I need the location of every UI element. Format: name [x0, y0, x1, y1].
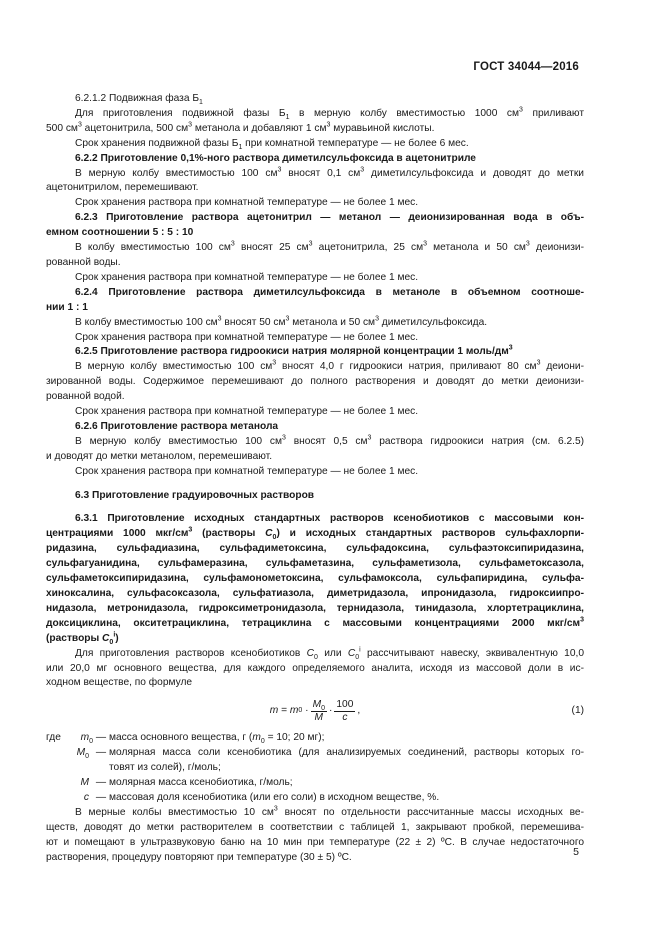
- formula-expression: m = m 0 · $\frac{M_0}{M}$ · $\frac{100}{c}$ ,: [269, 698, 361, 723]
- paragraph: ществ, доводят до метки растворителем в соответствии с таблицей 1, закрывают пробкой, перемешива-: [46, 821, 584, 833]
- paragraph: В мерную колбу вместимостью 100 $см^3$ вносят 0,1 $см^3$ диметилсульфоксида и доводят до метки: [75, 166, 585, 179]
- paragraph: В мерную колбу вместимостью 100 $см^3$ вносят 4,0 г гидроокиси натрия, приливают 80 $см^3$ деиони-: [75, 359, 584, 373]
- paragraph: Срок хранения раствора при комнатной температуре — не более 1 мес.: [75, 331, 419, 343]
- paragraph: ходном веществе, по формуле: [46, 677, 193, 689]
- section-heading-6-2-4: 6.2.4 Приготовление раствора диметилсульфоксида в метаноле в объемном соотноше-: [75, 286, 584, 298]
- paragraph: В колбу вместимостью 100 $см^3$ вносят 25 $см^3$ ацетонитрила, 25 $см^3$ метанола и 50 $см^3$ деионизи-: [75, 240, 585, 254]
- section-heading-cont: сульфаметоксипиридазина, сульфамонометоксина, сульфамоксола, сульфапиридина, сульфа-: [46, 573, 584, 585]
- paragraph: В мерную колбу вместимостью 100 $см^3$ вносят 0,5 $см^3$ раствора гидроокиси натрия (см. 6.2.5): [75, 434, 585, 447]
- page-body: [46, 92, 584, 866]
- section-heading-cont: емном соотношении 5 : 5 : 10: [46, 227, 194, 239]
- section-heading-6-3-1: 6.3.1 Приготовление исходных стандартных растворов ксенобиотиков с массовыми кон-: [75, 513, 584, 525]
- page-number: 5: [573, 846, 579, 858]
- paragraph: рованной воды.: [46, 256, 121, 268]
- legend-row: M — молярная масса ксенобиотика, г/моль;: [80, 777, 293, 789]
- paragraph: 500 $см^3$ ацетонитрила, 500 $см^3$ метанола и добавляют 1 $см^3$ муравьиной кислоты.: [46, 121, 435, 134]
- legend-row: c — массовая доля ксенобиотика (или его соли) в исходном веществе, %.: [83, 791, 440, 803]
- paragraph: Срок хранения раствора при комнатной температуре — не более 1 мес.: [75, 465, 419, 477]
- paragraph: Для приготовления растворов ксенобиотиков $C_0$ или $C_0^i$ рассчитывают навеску, эквивалентную 10,0: [75, 646, 584, 661]
- legend-row-cont: товят из солей), г/моль;: [109, 762, 221, 774]
- paragraph: Для приготовления подвижной фазы $Б_1$ в мерную колбу вместимостью 1000 $см^3$ приливают: [75, 106, 584, 121]
- paragraph: зированной воды. Содержимое перемешивают до полного растворения и доводят до метки деионизи-: [46, 376, 584, 388]
- section-heading-6-2-3: 6.2.3 Приготовление раствора ацетонитрил — метанол — деионизированная вода в объ-: [75, 212, 584, 224]
- section-heading-cont: центрациями 1000 мкг/$см^3$ (растворы $C_0$) и исходных стандартных растворов сульфахлорпи-: [46, 526, 584, 542]
- section-heading-cont: хиноксалина, сульфасоксазола, сульфатиазола, диметридазола, ипронидазола, гидроксиипро-: [46, 588, 584, 599]
- section-heading-cont: сульфагуанидина, сульфамеразина, сульфаметазина, сульфаметизола, сульфаметоксазола,: [46, 558, 584, 570]
- paragraph: или 20,0 мг основного вещества, для каждого определяемого аналита, исходя из массовой доли в ис-: [46, 662, 584, 674]
- paragraph: Срок хранения подвижной фазы $Б_1$ при комнатной температуре — не более 6 мес.: [75, 137, 469, 151]
- paragraph: Срок хранения раствора при комнатной температуре — не более 1 мес.: [75, 406, 419, 418]
- paragraph: В мерные колбы вместимостью 10 $см^3$ вносят по отдельности рассчитанные массы исходных ве-: [75, 805, 584, 818]
- formula-number: (1): [571, 705, 584, 717]
- section-heading-cont: ридазина, сульфадиазина, сульфадиметоксина, сульфадоксина, сульфаэтоксипиридазина,: [46, 543, 584, 555]
- section-heading-6-2-5: 6.2.5 Приготовление раствора гидроокиси натрия молярной концентрации 1 моль/$дм^3$: [75, 345, 513, 358]
- section-heading-cont: (растворы $C_0^i$): [46, 631, 119, 646]
- section-heading-cont: доксициклина, окситетрациклина, тетрациклина с массовыми концентрациями 2000 мкг/$см^3$: [46, 616, 584, 629]
- paragraph: и доводят до метки метанолом, перемешивают.: [46, 450, 273, 462]
- paragraph: В колбу вместимостью 100 $см^3$ вносят 50 $см^3$ метанола и 50 $см^3$ диметилсульфоксида.: [75, 315, 488, 328]
- formula-1: [46, 691, 584, 731]
- legend-row: $M_0$ — молярная масса соли ксенобиотика (для анализируемых соединений, растворы которых го-: [76, 747, 584, 761]
- section-heading-cont: нии 1 : 1: [46, 301, 88, 313]
- paragraph: растворения, процедуру повторяют при температуре (30 ± 5) ºС.: [46, 851, 352, 863]
- section-heading-cont: нидазола, метронидазола, гидроксиметронидазола, тернидазола, тинидазола, хлортетрациклина,: [46, 602, 584, 614]
- fraction-percent: $\frac{100}{c}$: [336, 698, 354, 723]
- section-heading-6-3: 6.3 Приготовление градуировочных растворов: [75, 489, 315, 501]
- paragraph: Срок хранения раствора при комнатной температуре — не более 1 мес.: [75, 197, 419, 209]
- section-heading-6-2-2: 6.2.2 Приготовление 0,1%-ного раствора диметилсульфоксида в ацетонитриле: [75, 152, 476, 164]
- paragraph: рованной водой.: [46, 391, 125, 403]
- section-heading-6-2-1-2: 6.2.1.2 Подвижная фаза $Б_1$: [75, 93, 203, 107]
- document-code: ГОСТ 34044—2016: [473, 61, 579, 73]
- paragraph: Срок хранения раствора при комнатной температуре — не более 1 мес.: [75, 271, 419, 283]
- paragraph: ют и помещают в ультразвуковую баню на 10 мин при температуре (22 ± 2) ºС. В случае недостаточного: [46, 836, 584, 848]
- fraction-molar: $\frac{M_0}{M}$: [312, 698, 325, 723]
- paragraph: ацетонитрилом, перемешивают.: [46, 182, 199, 194]
- legend-row: где $m_0$ — масса основного вещества, г ($m_0 = 10$; 20 мг);: [46, 732, 325, 746]
- section-heading-6-2-6: 6.2.6 Приготовление раствора метанола: [75, 420, 279, 432]
